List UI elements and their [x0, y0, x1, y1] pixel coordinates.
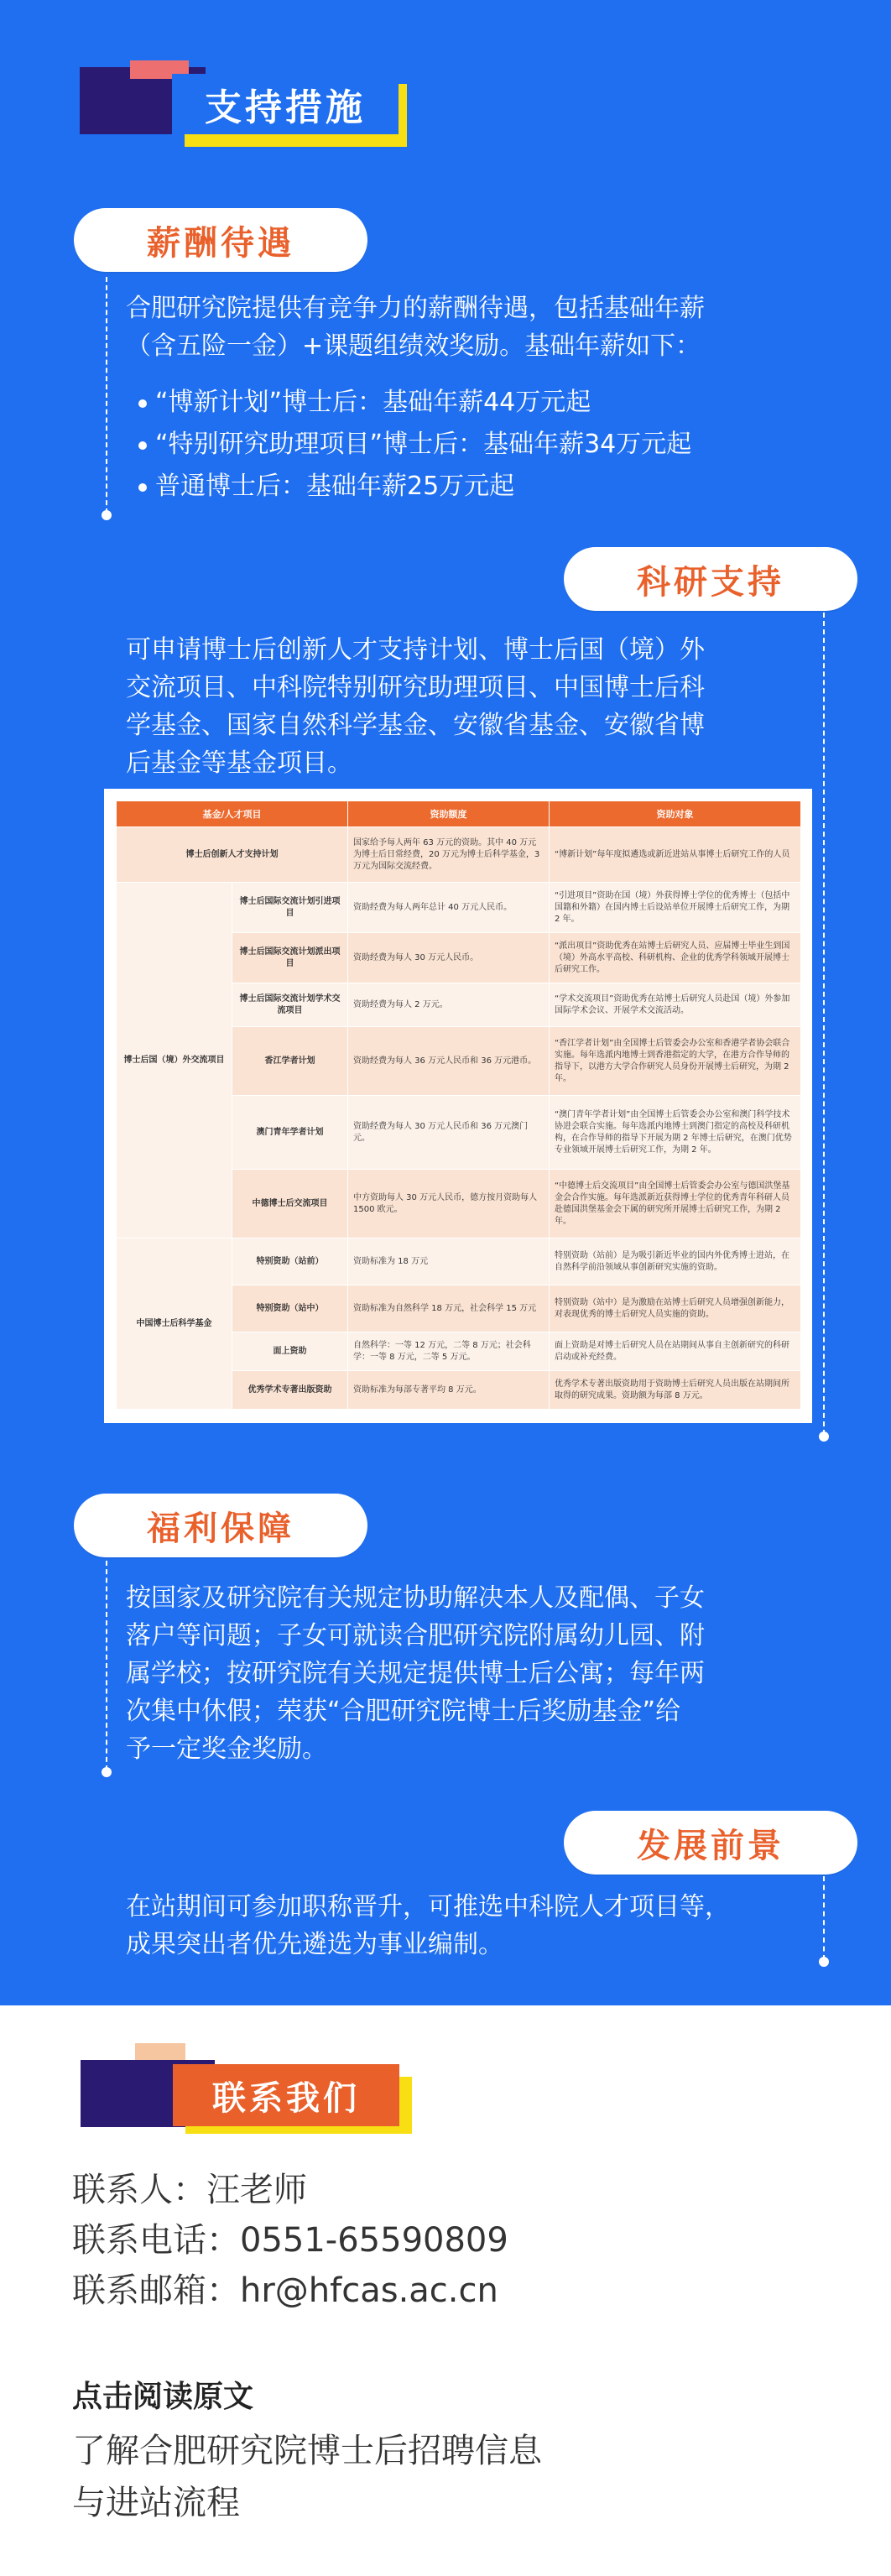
salary-text-line: （含五险一金）+课题组绩效奖励。基础年薪如下： — [126, 331, 701, 361]
salary-bullet: 普通博士后：基础年薪25万元起 — [138, 466, 691, 508]
research-label: 科研支持 — [564, 547, 857, 611]
prospect-dashed-line — [823, 1876, 825, 1960]
salary-bullet: “博新计划”博士后：基础年薪44万元起 — [138, 382, 691, 424]
item-cell: 香江学者计划 — [232, 1027, 348, 1096]
section-header — [80, 60, 411, 149]
info-line: 了解合肥研究院博士后招聘信息 — [72, 2432, 542, 2470]
research-line-end — [819, 1431, 829, 1442]
research-text — [126, 631, 705, 782]
column-header: 基金/人才项目 — [117, 801, 348, 827]
salary-text-line: 合肥研究院提供有竞争力的薪酬待遇，包括基础年薪 — [126, 294, 705, 323]
research-text-line: 学基金、国家自然科学基金、安徽省基金、安徽省博 — [126, 711, 705, 740]
target-cell: “香江学者计划”由全国博士后管委会办公室和香港学者协会联合实施。每年选派内地博士到香港指定的大学，在港方合作导师的指导下，以港方大学合作研究人员身份开展博士后研究，为期 2 年。 — [550, 1027, 801, 1096]
salary-text — [126, 289, 705, 365]
item-cell: 博士后国际交流计划派出项目 — [232, 933, 348, 983]
target-cell: “派出项目”资助优秀在站博士后研究人员、应届博士毕业生到国（境）外高水平高校、科研机构、企业的优秀学科领域开展博士后研究工作。 — [550, 933, 801, 983]
amount-cell: 中方资助每人 30 万元人民币，德方按月资助每人 1500 欧元。 — [348, 1170, 550, 1238]
prospect-text-line: 在站期间可参加职称晋升，可推选中科院人才项目等， — [126, 1892, 730, 1922]
bullet-dot — [138, 483, 147, 492]
amount-cell: 国家给予每人两年 63 万元的资助。其中 40 万元为博士后日常经费，20 万元为博士后科学基金，3 万元为国际交流经费。 — [348, 827, 550, 883]
contact-phone[interactable]: 联系电话：0551-65590809 — [72, 2221, 508, 2260]
table-header-row — [117, 801, 801, 827]
welfare-text-line: 按国家及研究院有关规定协助解决本人及配偶、子女 — [126, 1583, 705, 1613]
salary-line-end — [102, 510, 112, 520]
column-header: 资助额度 — [348, 801, 550, 827]
research-dashed-line — [823, 613, 825, 1435]
prospect-line-end — [819, 1957, 829, 1967]
amount-cell: 资助经费为每人 30 万元人民币和 36 万元澳门元。 — [348, 1096, 550, 1170]
welfare-text-line: 属学校；按研究院有关规定提供博士后公寓；每年两 — [126, 1659, 705, 1688]
item-cell: 中德博士后交流项目 — [232, 1170, 348, 1238]
contact-details — [72, 2165, 508, 2316]
welfare-text-line: 予一定奖金奖励。 — [126, 1734, 327, 1764]
funding-table — [116, 800, 801, 1410]
category-cell: 中国博士后科学基金 — [117, 1238, 232, 1410]
info-line: 与进站流程 — [72, 2484, 240, 2522]
category-cell: 博士后创新人才支持计划 — [117, 827, 348, 883]
bullet-dot — [138, 399, 147, 408]
target-cell: 特别资助（站前）是为吸引新近毕业的国内外优秀博士进站，在自然科学前沿领域从事创新研究实施的资助。 — [550, 1238, 801, 1285]
item-cell: 澳门青年学者计划 — [232, 1096, 348, 1170]
item-cell: 特别资助（站中） — [232, 1285, 348, 1332]
salary-label: 薪酬待遇 — [74, 208, 367, 272]
amount-cell: 资助标准为自然科学 18 万元，社会科学 15 万元 — [348, 1285, 550, 1332]
table-row — [117, 883, 801, 933]
welfare-text — [126, 1579, 705, 1768]
salary-bullet: “特别研究助理项目”博士后：基础年薪34万元起 — [138, 424, 691, 466]
header-title: 支持措施 — [172, 74, 399, 134]
amount-cell: 资助经费为每人两年总计 40 万元人民币。 — [348, 883, 550, 933]
welfare-dashed-line — [106, 1561, 107, 1770]
funding-table-card — [104, 789, 812, 1423]
target-cell: “引进项目”资助在国（境）外获得博士学位的优秀博士（包括中国籍和外籍）在国内博士后设站单位开展博士后研究工作，为期 2 年。 — [550, 883, 801, 933]
target-cell: “中德博士后交流项目”由全国博士后管委会办公室与德国洪堡基金会合作实施。每年选派新近获得博士学位的优秀青年科研人员赴德国洪堡基金会下属的研究所开展博士后研究工作，为期 2 年。 — [550, 1170, 801, 1238]
read-more-link[interactable]: 点击阅读原文 — [72, 2380, 254, 2414]
target-cell: “学术交流项目”资助优秀在站博士后研究人员赴国（境）外参加国际学术会议、开展学术交流活动。 — [550, 983, 801, 1027]
bullet-dot — [138, 441, 147, 450]
item-cell: 博士后国际交流计划引进项目 — [232, 883, 348, 933]
salary-dashed-line — [106, 277, 107, 514]
target-cell: “博新计划”每年度拟遴选或新近进站从事博士后研究工作的人员 — [550, 827, 801, 883]
prospect-text — [126, 1888, 730, 1963]
welfare-line-end — [102, 1767, 112, 1777]
contact-person: 联系人：汪老师 — [72, 2171, 307, 2209]
prospect-text-line: 成果突出者优先遴选为事业编制。 — [126, 1930, 503, 1959]
target-cell: 特别资助（站中）是为激励在站博士后研究人员增强创新能力，对表现优秀的博士后研究人员实施的资助。 — [550, 1285, 801, 1332]
target-cell: “澳门青年学者计划”由全国博士后管委会办公室和澳门科学技术协进会联合实施。每年选派内地博士到澳门指定的高校及科研机构，在合作导师的指导下开展为期 2 年博士后研究，在澳门优势专业领域开展博士后研究工作，为期 2 年。 — [550, 1096, 801, 1170]
research-text-line: 后基金等基金项目。 — [126, 748, 352, 778]
table-row — [117, 1238, 801, 1285]
salary-bullets — [138, 382, 691, 508]
item-cell: 特别资助（站前） — [232, 1238, 348, 1285]
category-cell: 博士后国（境）外交流项目 — [117, 883, 232, 1238]
contact-title: 联系我们 — [173, 2064, 399, 2126]
research-text-line: 交流项目、中科院特别研究助理项目、中国博士后科 — [126, 673, 705, 702]
amount-cell: 资助经费为每人 2 万元。 — [348, 983, 550, 1027]
item-cell: 博士后国际交流计划学术交流项目 — [232, 983, 348, 1027]
amount-cell: 资助标准为 18 万元 — [348, 1238, 550, 1285]
item-cell: 优秀学术专著出版资助 — [232, 1371, 348, 1410]
item-cell: 面上资助 — [232, 1332, 348, 1371]
contact-header — [81, 2043, 416, 2135]
amount-cell: 资助标准为每部专著平均 8 万元。 — [348, 1371, 550, 1410]
column-header: 资助对象 — [550, 801, 801, 827]
target-cell: 面上资助是对博士后研究人员在站期间从事自主创新研究的科研启动或补充经费。 — [550, 1332, 801, 1371]
target-cell: 优秀学术专著出版资助用于资助博士后研究人员出版在站期间所取得的研究成果。资助额为每部 8 万元。 — [550, 1371, 801, 1410]
read-more-info — [72, 2425, 542, 2529]
amount-cell: 资助经费为每人 36 万元人民币和 36 万元港币。 — [348, 1027, 550, 1096]
contact-email[interactable]: 联系邮箱：hr@hfcas.ac.cn — [72, 2271, 498, 2310]
prospect-label: 发展前景 — [564, 1811, 857, 1875]
welfare-text-line: 次集中休假；荣获“合肥研究院博士后奖励基金”给 — [126, 1697, 681, 1726]
research-text-line: 可申请博士后创新人才支持计划、博士后国（境）外 — [126, 635, 705, 665]
welfare-label: 福利保障 — [74, 1494, 367, 1557]
welfare-text-line: 落户等问题；子女可就读合肥研究院附属幼儿园、附 — [126, 1621, 705, 1650]
amount-cell: 资助经费为每人 30 万元人民币。 — [348, 933, 550, 983]
amount-cell: 自然科学：一等 12 万元，二等 8 万元；社会科学：一等 8 万元，二等 5 万元。 — [348, 1332, 550, 1371]
table-row — [117, 827, 801, 883]
